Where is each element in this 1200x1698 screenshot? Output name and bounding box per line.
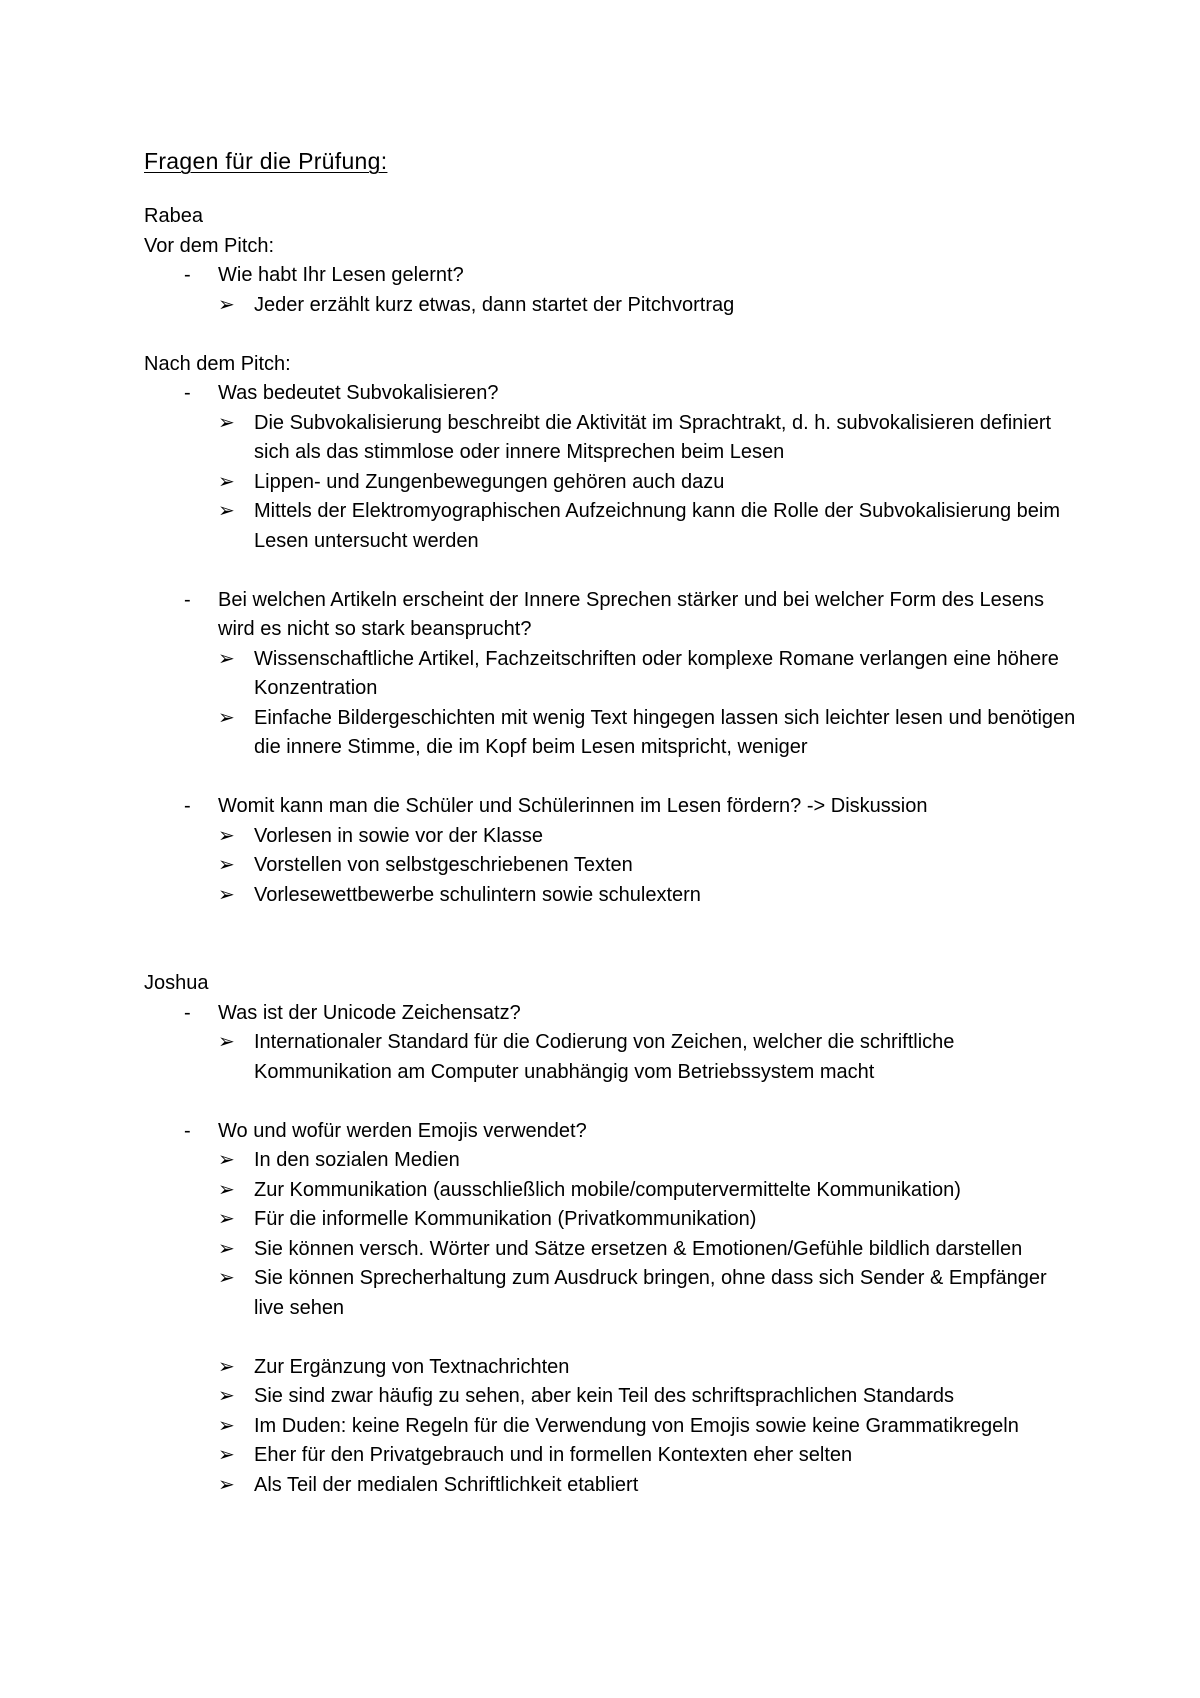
answer-text: Für die informelle Kommunikation (Privatkommunikation) <box>254 1208 757 1230</box>
answer-text: Die Subvokalisierung beschreibt die Aktivität im Sprachtrakt, d. h. subvokalisieren definiert sich als das stimmlose oder innere Mitsprechen beim Lesen <box>254 411 1052 463</box>
answer-item <box>144 1382 1080 1412</box>
arrow-bullet-icon: ➢ <box>218 1267 235 1289</box>
arrow-bullet-icon: ➢ <box>218 1444 235 1466</box>
answer-text: Einfache Bildergeschichten mit wenig Text hingegen lassen sich leichter lesen und benötigen die innere Stimme, die im Kopf beim Lesen mitspricht, weniger <box>254 706 1076 758</box>
question-item <box>144 999 1080 1029</box>
section-rabea <box>144 202 1080 910</box>
subheading-before-pitch: Vor dem Pitch: <box>144 234 275 257</box>
answer-text: Als Teil der medialen Schriftlichkeit etabliert <box>254 1473 639 1496</box>
arrow-bullet-icon: ➢ <box>218 293 235 316</box>
arrow-bullet-icon: ➢ <box>218 1385 235 1407</box>
question-text: Wo und wofür werden Emojis verwendet? <box>218 1119 587 1142</box>
answer-text: Zur Ergänzung von Textnachrichten <box>254 1355 570 1378</box>
subheading-after-pitch: Nach dem Pitch: <box>144 352 291 375</box>
arrow-bullet-icon: ➢ <box>218 470 235 493</box>
answer-text: Sie können versch. Wörter und Sätze ersetzen & Emotionen/Gefühle bildlich darstellen <box>254 1237 1023 1260</box>
arrow-bullet-icon: ➢ <box>218 1473 235 1496</box>
arrow-bullet-icon: ➢ <box>218 883 235 906</box>
question-item <box>144 1117 1080 1147</box>
answer-item <box>144 497 1080 556</box>
answer-text: In den sozialen Medien <box>254 1149 460 1171</box>
answer-item <box>144 704 1080 763</box>
answer-item <box>144 881 1080 911</box>
answer-text: Zur Kommunikation (ausschließlich mobile/computervermittelte Kommunikation) <box>254 1178 961 1201</box>
answer-text: Lippen- und Zungenbewegungen gehören auch dazu <box>254 470 725 493</box>
answer-item <box>144 1412 1080 1442</box>
arrow-bullet-icon: ➢ <box>218 411 235 434</box>
answer-item <box>144 409 1080 468</box>
answer-item <box>144 851 1080 881</box>
answer-text: Vorlesewettbewerbe schulintern sowie schulextern <box>254 883 701 906</box>
answer-text: Wissenschaftliche Artikel, Fachzeitschriften oder komplexe Romane verlangen eine höhere Konzentration <box>254 647 1059 699</box>
answer-item <box>144 1146 1080 1176</box>
dash-bullet: - <box>184 382 191 404</box>
question-item <box>144 261 1080 291</box>
answer-item <box>144 1353 1080 1383</box>
question-item <box>144 792 1080 822</box>
answer-item <box>144 1028 1080 1087</box>
answer-text: Sie sind zwar häufig zu sehen, aber kein Teil des schriftsprachlichen Standards <box>254 1385 955 1407</box>
answer-item <box>144 822 1080 852</box>
question-text: Womit kann man die Schüler und Schülerinnen im Lesen fördern? -> Diskussion <box>218 795 928 817</box>
arrow-bullet-icon: ➢ <box>218 647 235 670</box>
answer-item <box>144 645 1080 704</box>
answer-item <box>144 1235 1080 1265</box>
answer-item <box>144 291 1080 321</box>
answer-item <box>144 1176 1080 1206</box>
answer-text: Vorstellen von selbstgeschriebenen Texten <box>254 854 633 876</box>
answer-text: Mittels der Elektromyographischen Aufzeichnung kann die Rolle der Subvokalisierung beim Lesen untersucht werden <box>254 500 1060 552</box>
dash-bullet: - <box>184 1119 191 1142</box>
arrow-bullet-icon: ➢ <box>218 1414 235 1437</box>
arrow-bullet-icon: ➢ <box>218 500 235 522</box>
document-title: Fragen für die Prüfung: <box>144 148 388 174</box>
answer-text: Im Duden: keine Regeln für die Verwendung von Emojis sowie keine Grammatikregeln <box>254 1414 1019 1437</box>
arrow-bullet-icon: ➢ <box>218 1208 235 1230</box>
answer-text: Internationaler Standard für die Codierung von Zeichen, welcher die schriftliche Kommunikation am Computer unabhängig vom Betriebssystem macht <box>254 1031 955 1083</box>
question-item <box>144 586 1080 645</box>
arrow-bullet-icon: ➢ <box>218 1178 235 1201</box>
question-text: Bei welchen Artikeln erscheint der Innere Sprechen stärker und bei welcher Form des Lesens wird es nicht so stark beansprucht? <box>218 588 1044 640</box>
answer-item <box>144 1264 1080 1323</box>
answer-text: Jeder erzählt kurz etwas, dann startet der Pitchvortrag <box>254 293 735 316</box>
answer-item <box>144 1205 1080 1235</box>
section-name: Joshua <box>144 972 209 994</box>
answer-item <box>144 1441 1080 1471</box>
arrow-bullet-icon: ➢ <box>218 1149 235 1171</box>
arrow-bullet-icon: ➢ <box>218 706 235 729</box>
answer-text: Sie können Sprecherhaltung zum Ausdruck bringen, ohne dass sich Sender & Empfänger live sehen <box>254 1267 1047 1319</box>
answer-text: Vorlesen in sowie vor der Klasse <box>254 824 544 847</box>
arrow-bullet-icon: ➢ <box>218 824 235 847</box>
question-text: Wie habt Ihr Lesen gelernt? <box>218 264 464 286</box>
answer-item <box>144 468 1080 498</box>
arrow-bullet-icon: ➢ <box>218 1355 235 1378</box>
dash-bullet: - <box>184 795 191 817</box>
arrow-bullet-icon: ➢ <box>218 1031 235 1053</box>
section-joshua <box>144 969 1080 1500</box>
dash-bullet: - <box>184 1001 191 1024</box>
question-text: Was ist der Unicode Zeichensatz? <box>218 1001 521 1024</box>
dash-bullet: - <box>184 588 191 611</box>
answer-text: Eher für den Privatgebrauch und in formellen Kontexten eher selten <box>254 1444 853 1466</box>
arrow-bullet-icon: ➢ <box>218 854 235 876</box>
question-item <box>144 379 1080 409</box>
section-name: Rabea <box>144 205 203 227</box>
answer-item <box>144 1471 1080 1501</box>
dash-bullet: - <box>184 264 191 286</box>
question-text: Was bedeutet Subvokalisieren? <box>218 382 499 404</box>
arrow-bullet-icon: ➢ <box>218 1237 235 1260</box>
